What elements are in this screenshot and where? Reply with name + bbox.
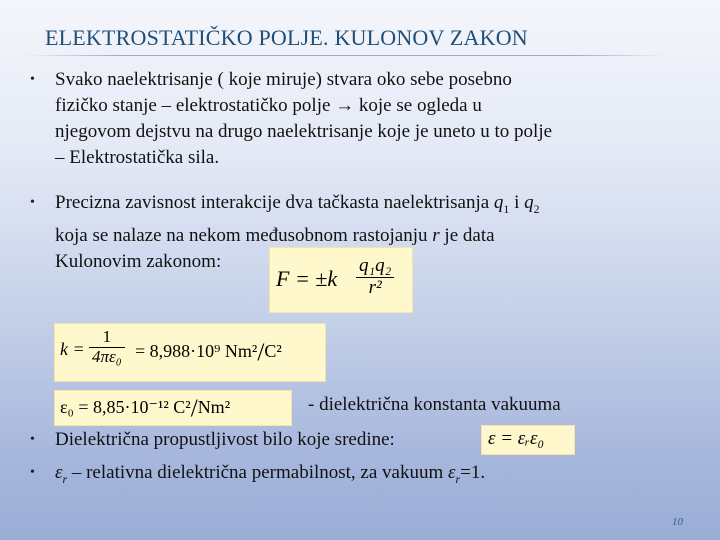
k-denominator: 4πε₀ [92,346,122,366]
title-divider [25,55,665,56]
epsilon0-note: - dielektrična konstanta vakuuma [308,394,561,415]
epsilon0-expression [60,395,230,423]
bullet-2-line [55,223,539,249]
k-numerator: 1 [89,328,125,348]
bullet-2-line-text: je data [439,224,495,246]
k-rhs-value: = 8,988·10⁹ Nm² [135,341,258,362]
bullet-2-line-text: koja se nalaze na nekom međusobnom rastojanju [55,224,433,246]
subscript: r [455,472,461,486]
bullet-1-text [55,67,552,171]
bullet-1-line: fizičko stanje – elektrostatičko polje → koje se ogleda u [55,95,482,116]
epsilon-symbol: ε [55,462,63,483]
var-q: q [493,192,504,213]
epsilon-formula [481,425,575,455]
var-r: r [432,224,440,246]
k-rhs [135,339,282,367]
epsilon0-value: ε₀ = 8,85·10⁻¹² C² [60,397,191,418]
epsilon-symbol: ε [448,462,456,483]
coulomb-numerator: q₁q₂ [356,256,394,278]
coulomb-fraction [356,256,394,299]
subscript: 2 [533,202,540,216]
bullet-4-text [55,460,485,493]
coulomb-lhs: F = ±k [276,266,338,291]
bullet-4-line-text: – relativna dielektrična permabilnost, za vakuum [67,462,449,483]
bullet-1-line: – Elektrostatička sila. [55,147,220,168]
k-lhs: k = [60,339,85,359]
k-fraction [89,328,125,366]
page-number: 10 [672,516,683,528]
bullet-1-line: njegovom dejstvu na drugo naelektrisanje koje je uneto u to polje [55,121,553,142]
k-rhs-unit: C² [264,341,282,362]
slash: / [257,339,265,366]
bullet-2-line [55,190,539,223]
subscript: 1 [503,202,510,216]
coulomb-formula [269,247,413,313]
bullet-3-marker: • [30,432,35,447]
coulomb-denominator: r² [368,276,382,298]
bullet-2-line: Kulonovim zakonom: [55,250,222,272]
subscript: r [62,472,68,486]
k-formula [54,323,326,382]
bullet-3-text: Dielektrična propustljivost bilo koje sredine: [55,429,395,450]
conjunction: i [509,192,525,213]
bullet-2-line-text: Precizna zavisnost interakcije dva tačkasta naelektrisanja [55,192,494,213]
bullet-1-marker: • [30,72,35,87]
slide-title: ELEKTROSTATIČKO POLJE. KULONOV ZAKON [45,25,528,50]
bullet-1-line: Svako naelektrisanje ( koje miruje) stvara oko sebe posebno [55,69,512,90]
bullet-4-marker: • [30,465,35,480]
epsilon0-formula [54,390,292,426]
epsilon-expression: ε = εᵣε₀ [488,428,545,449]
var-q: q [524,192,534,213]
slash: / [190,395,198,422]
bullet-2-marker: • [30,195,35,210]
epsilon0-unit: Nm² [197,397,231,418]
bullet-4-line-text: =1. [460,462,486,483]
